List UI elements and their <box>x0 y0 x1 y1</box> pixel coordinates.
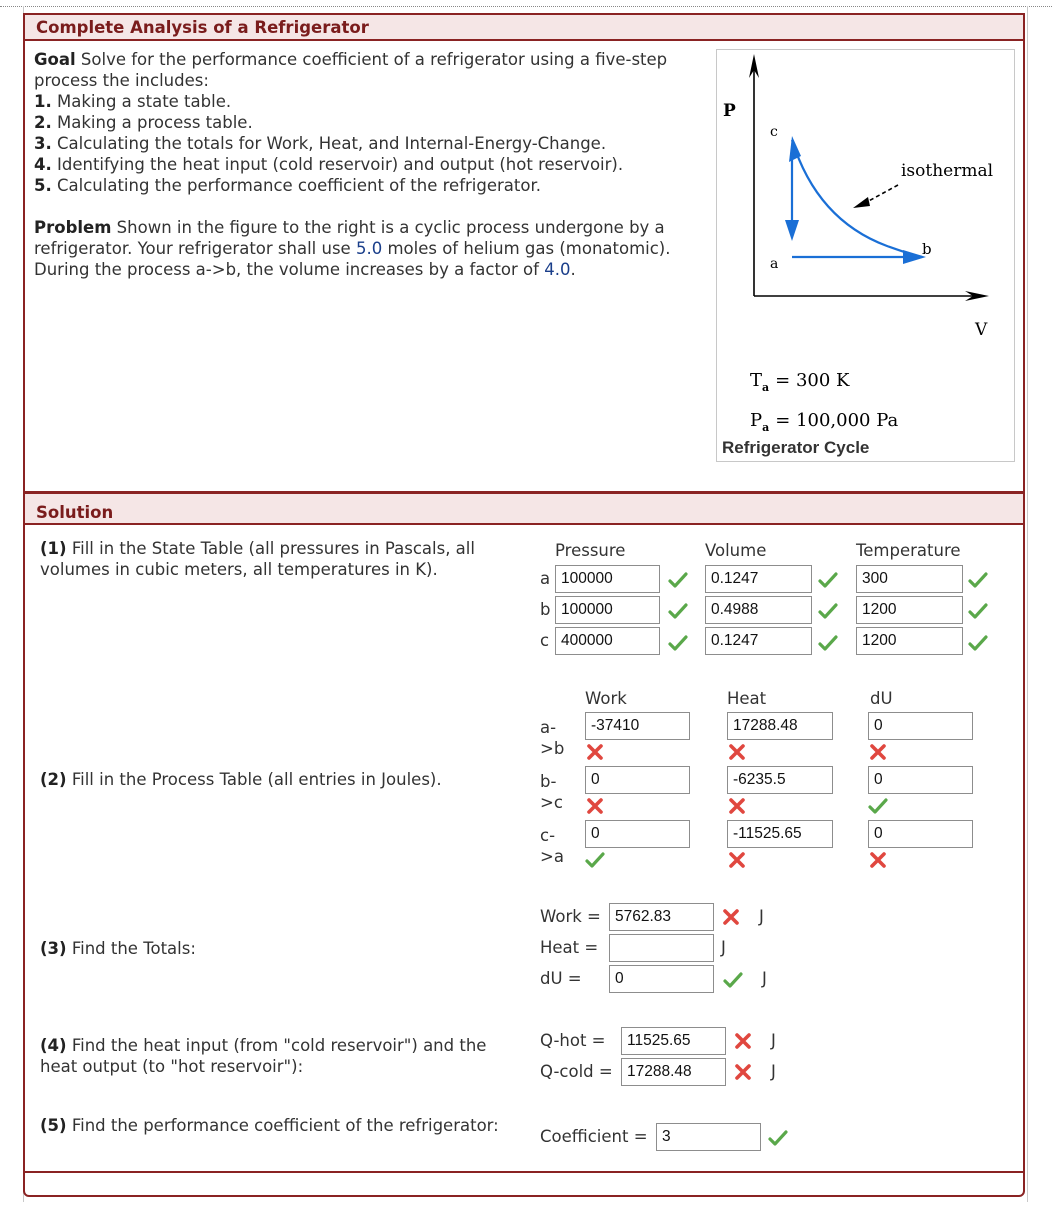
q-hot-cross-icon <box>733 1032 753 1050</box>
solution-title: Solution <box>25 494 1023 525</box>
work-bc-cross-icon <box>585 797 605 815</box>
step5-instruction: (5) Find the performance coefficient of the refrigerator: <box>40 1116 499 1135</box>
v-label: V <box>975 320 988 340</box>
pressure-b-input[interactable]: 100000 <box>555 596 660 624</box>
du-bc-check-icon <box>868 797 888 815</box>
volume-a-input[interactable]: 0.1247 <box>705 565 812 593</box>
coefficient-check-icon <box>768 1129 788 1147</box>
total-du-label: dU = <box>540 969 582 988</box>
work-bc-input[interactable]: 0 <box>585 766 690 794</box>
figure-caption: Refrigerator Cycle <box>722 438 870 457</box>
pv-diagram <box>717 50 1016 463</box>
header-du: dU <box>870 689 893 708</box>
goal-step-4: 4. Identifying the heat input (cold reservoir) and output (hot reservoir). <box>34 155 624 174</box>
total-work-unit: J <box>759 907 764 926</box>
pressure-c-check-icon <box>668 634 688 652</box>
q-cold-unit: J <box>771 1062 776 1081</box>
pressure-c-input[interactable]: 400000 <box>555 627 660 655</box>
q-cold-input[interactable]: 17288.48 <box>621 1058 726 1086</box>
work-ab-input[interactable]: -37410 <box>585 712 690 740</box>
goal-step-2: 2. Making a process table. <box>34 113 253 132</box>
pressure-a-check-icon <box>668 571 688 589</box>
total-du-input[interactable]: 0 <box>609 965 714 993</box>
state-row-label-c: c <box>540 631 550 650</box>
goal-step-3: 3. Calculating the totals for Work, Heat, and Internal-Energy-Change. <box>34 134 607 153</box>
step2-instruction: (2) Fill in the Process Table (all entries in Joules). <box>40 770 442 789</box>
volume-b-check-icon <box>818 602 838 620</box>
factor-value: 4.0 <box>544 260 571 279</box>
moles-value: 5.0 <box>355 239 383 258</box>
heat-bc-cross-icon <box>727 797 747 815</box>
goal-step-5: 5. Calculating the performance coefficient of the refrigerator. <box>34 176 541 195</box>
coefficient-label: Coefficient = <box>540 1127 648 1146</box>
temperature-a-check-icon <box>968 571 988 589</box>
problem-paragraph: Problem Shown in the figure to the right is a cyclic process undergone by a refrigerator. Your refrigerator shall use 5.0 moles of helium gas (monatomic). During the process a->b, the volume increases by a factor of 4.0. <box>34 218 671 279</box>
heat-ca-input[interactable]: -11525.65 <box>727 820 833 848</box>
pressure-b-check-icon <box>668 602 688 620</box>
top-rule <box>0 6 1052 7</box>
total-heat-unit: J <box>721 938 726 957</box>
state-row-label-b: b <box>540 600 551 619</box>
isothermal-pointer <box>865 185 898 203</box>
work-ca-check-icon <box>585 851 605 869</box>
heat-ab-input[interactable]: 17288.48 <box>727 712 833 740</box>
total-du-check-icon <box>723 971 743 989</box>
refrigerator-cycle-figure <box>716 49 1015 462</box>
temperature-c-input[interactable]: 1200 <box>856 627 963 655</box>
heat-ab-cross-icon <box>727 743 747 761</box>
step4-instruction: (4) Find the heat input (from "cold reservoir") and the heat output (to "hot reservoir"): <box>40 1036 487 1076</box>
total-du-unit: J <box>762 969 767 988</box>
header-work: Work <box>585 689 627 708</box>
state-row-label-a: a <box>540 569 551 588</box>
volume-c-check-icon <box>818 634 838 652</box>
footer-box <box>23 1171 1025 1197</box>
volume-c-input[interactable]: 0.1247 <box>705 627 812 655</box>
volume-b-input[interactable]: 0.4988 <box>705 596 812 624</box>
coefficient-input[interactable]: 3 <box>656 1123 761 1151</box>
step3-instruction: (3) Find the Totals: <box>40 939 196 958</box>
point-b-label: b <box>922 240 932 258</box>
goal-paragraph <box>34 49 704 91</box>
du-ca-input[interactable]: 0 <box>868 820 973 848</box>
heat-bc-input[interactable]: -6235.5 <box>727 766 833 794</box>
goal-text: Solve for the performance coefficient of a refrigerator using a five-step process the includes: <box>34 50 668 90</box>
pa-label: $P_a = 100,000$ Pa <box>750 410 899 434</box>
problem-label: Problem <box>34 218 112 237</box>
process-row-label-bc: b- >c <box>540 772 563 812</box>
header-volume: Volume <box>705 541 767 560</box>
step1-instruction: (1) Fill in the State Table (all pressures in Pascals, all volumes in cubic meters, all temperatures in K). <box>40 539 475 579</box>
header-pressure: Pressure <box>555 541 626 560</box>
goal-step-1: 1. Making a state table. <box>34 92 232 111</box>
temperature-b-input[interactable]: 1200 <box>856 596 963 624</box>
temperature-a-input[interactable]: 300 <box>856 565 963 593</box>
q-cold-cross-icon <box>733 1063 753 1081</box>
point-a-label: a <box>770 256 779 272</box>
volume-a-check-icon <box>818 571 838 589</box>
process-row-label-ca: c- >a <box>540 826 564 866</box>
total-work-input[interactable]: 5762.83 <box>609 903 714 931</box>
header-heat: Heat <box>727 689 767 708</box>
header-temperature: Temperature <box>856 541 961 560</box>
c-to-a-arrow-icon <box>785 220 799 241</box>
total-work-cross-icon <box>721 908 741 926</box>
ta-label: $T_a = 300$ K <box>750 370 850 394</box>
heat-ca-cross-icon <box>727 851 747 869</box>
du-ab-input[interactable]: 0 <box>868 712 973 740</box>
du-ab-cross-icon <box>868 743 888 761</box>
goal-label: Goal <box>34 50 76 69</box>
q-cold-label: Q-cold = <box>540 1062 613 1081</box>
du-ca-cross-icon <box>868 851 888 869</box>
isothermal-pointer-arrow-icon <box>853 197 870 208</box>
frame-right <box>1027 6 1028 1202</box>
du-bc-input[interactable]: 0 <box>868 766 973 794</box>
work-ab-cross-icon <box>585 743 605 761</box>
pressure-a-input[interactable]: 100000 <box>555 565 660 593</box>
total-heat-input[interactable] <box>609 934 714 962</box>
point-c-label: c <box>770 124 778 140</box>
temperature-b-check-icon <box>968 602 988 620</box>
problem-title: Complete Analysis of a Refrigerator <box>25 15 1023 41</box>
isothermal-label: isothermal <box>901 161 994 181</box>
total-work-label: Work = <box>540 907 601 926</box>
temperature-c-check-icon <box>968 634 988 652</box>
q-hot-label: Q-hot = <box>540 1031 606 1050</box>
p-label: P <box>723 101 736 121</box>
goal-steps <box>34 91 704 196</box>
process-row-label-ab: a- >b <box>540 718 565 758</box>
q-hot-input[interactable]: 11525.65 <box>621 1027 726 1055</box>
isothermal-curve <box>792 140 922 257</box>
q-hot-unit: J <box>771 1031 776 1050</box>
total-heat-label: Heat = <box>540 938 599 957</box>
work-ca-input[interactable]: 0 <box>585 820 690 848</box>
